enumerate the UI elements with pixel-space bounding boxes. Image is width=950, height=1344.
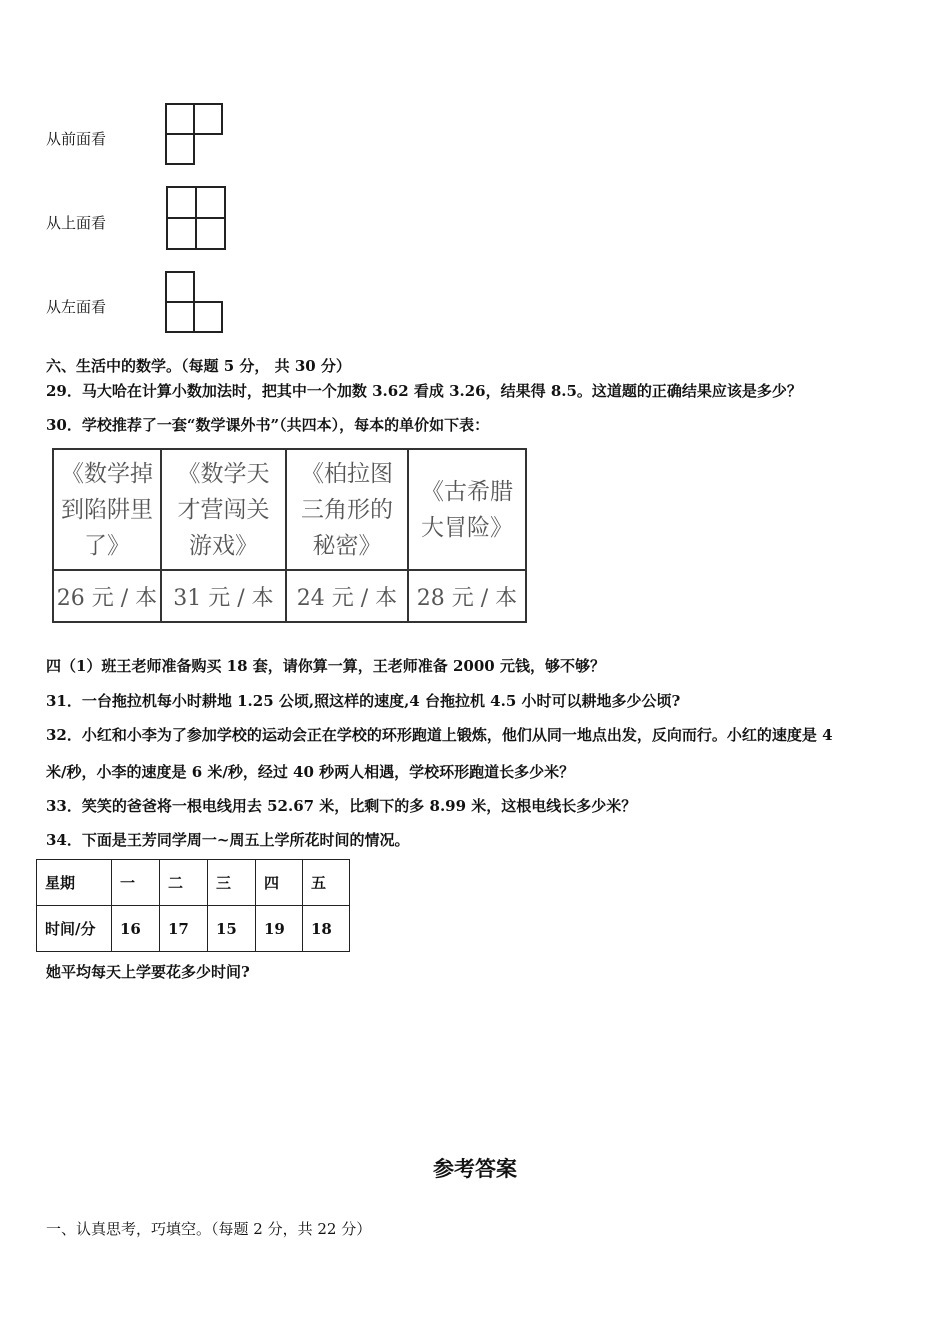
- book-title-line: 到陷阱里: [61, 496, 153, 523]
- book-price-cell: 31 元 / 本: [161, 570, 286, 622]
- book-title-cell: [53, 449, 161, 570]
- book-title-cell: [161, 449, 286, 570]
- weekday-cell: 四: [256, 860, 303, 906]
- top-view-figure: [162, 184, 230, 252]
- question-30-sub: 四（1）班王老师准备购买 18 套，请你算一算，王老师准备 2000 元钱，够不够？: [46, 657, 605, 675]
- weekday-cell: 五: [303, 860, 350, 906]
- book-price-cell: 26 元 / 本: [53, 570, 161, 622]
- section-six-heading: 六、生活中的数学。（每题 5 分， 共 30 分）: [46, 357, 351, 375]
- commute-time-table: [36, 859, 350, 952]
- question-34: 34．下面是王芳同学周一~周五上学所花时间的情况。: [46, 831, 410, 849]
- front-view-figure: [160, 100, 226, 168]
- book-title-line: 《数学天: [177, 460, 270, 487]
- minutes-cell: 17: [160, 906, 208, 952]
- question-32-line2: 米/秒，小李的速度是 6 米/秒，经过 40 秒两人相遇，学校环形跑道长多少米？: [46, 763, 575, 781]
- weekday-header-label: 星期: [37, 860, 112, 906]
- book-title-line: 《数学掉: [61, 460, 153, 487]
- question-32-line1: 32．小红和小李为了参加学校的运动会正在学校的环形跑道上锻炼，他们从同一地点出发，反向而行。小红的速度是 4: [46, 726, 833, 744]
- view-label-left: 从左面看: [46, 298, 107, 316]
- book-title-line: 《柏拉图: [301, 460, 393, 487]
- book-title-line: 才营闯关: [177, 496, 270, 523]
- view-label-top: 从上面看: [46, 214, 107, 232]
- weekday-cell: 二: [160, 860, 208, 906]
- view-label-front: 从前面看: [46, 130, 107, 148]
- weekday-cell: 三: [208, 860, 256, 906]
- minutes-cell: 15: [208, 906, 256, 952]
- question-34-sub: 她平均每天上学要花多少时间?: [46, 963, 250, 981]
- book-title-cell: [286, 449, 408, 570]
- book-price-cell: 24 元 / 本: [286, 570, 408, 622]
- question-30: 30．学校推荐了一套“数学课外书”（共四本），每本的单价如下表：: [46, 416, 490, 434]
- question-33: 33．笑笑的爸爸将一根电线用去 52.67 米，比剩下的多 8.99 米，这根电线长多少米？: [46, 797, 637, 815]
- left-view-figure: [160, 268, 228, 336]
- section-one-heading: 一、认真思考，巧填空。（每题 2 分，共 22 分）: [46, 1220, 372, 1238]
- minutes-cell: 18: [303, 906, 350, 952]
- book-title-line: 《古希腊: [421, 478, 513, 505]
- question-29: 29．马大哈在计算小数加法时，把其中一个加数 3.62 看成 3.26，结果得 8.5。这道题的正确结果应该是多少？: [46, 382, 802, 400]
- answer-key-title: 参考答案: [433, 1156, 517, 1181]
- book-price-table: [52, 448, 527, 623]
- question-31: 31．一台拖拉机每小时耕地 1.25 公顷,照这样的速度,4 台拖拉机 4.5 小时可以耕地多少公顷?: [46, 692, 681, 710]
- book-title-line: 游戏》: [189, 532, 258, 559]
- book-price-row: [53, 570, 526, 622]
- minutes-cell: 19: [256, 906, 303, 952]
- minutes-row-label: 时间/分: [37, 906, 112, 952]
- book-title-line: 了》: [84, 532, 130, 559]
- book-title-line: 秘密》: [312, 532, 382, 559]
- minutes-cell: 16: [112, 906, 160, 952]
- book-title-row: [53, 449, 526, 570]
- book-title-cell: [408, 449, 526, 570]
- minutes-row: [37, 906, 350, 952]
- book-title-line: 三角形的: [301, 496, 393, 523]
- weekday-row: [37, 860, 350, 906]
- book-price-cell: 28 元 / 本: [408, 570, 526, 622]
- weekday-cell: 一: [112, 860, 160, 906]
- book-title-line: 大冒险》: [421, 514, 513, 541]
